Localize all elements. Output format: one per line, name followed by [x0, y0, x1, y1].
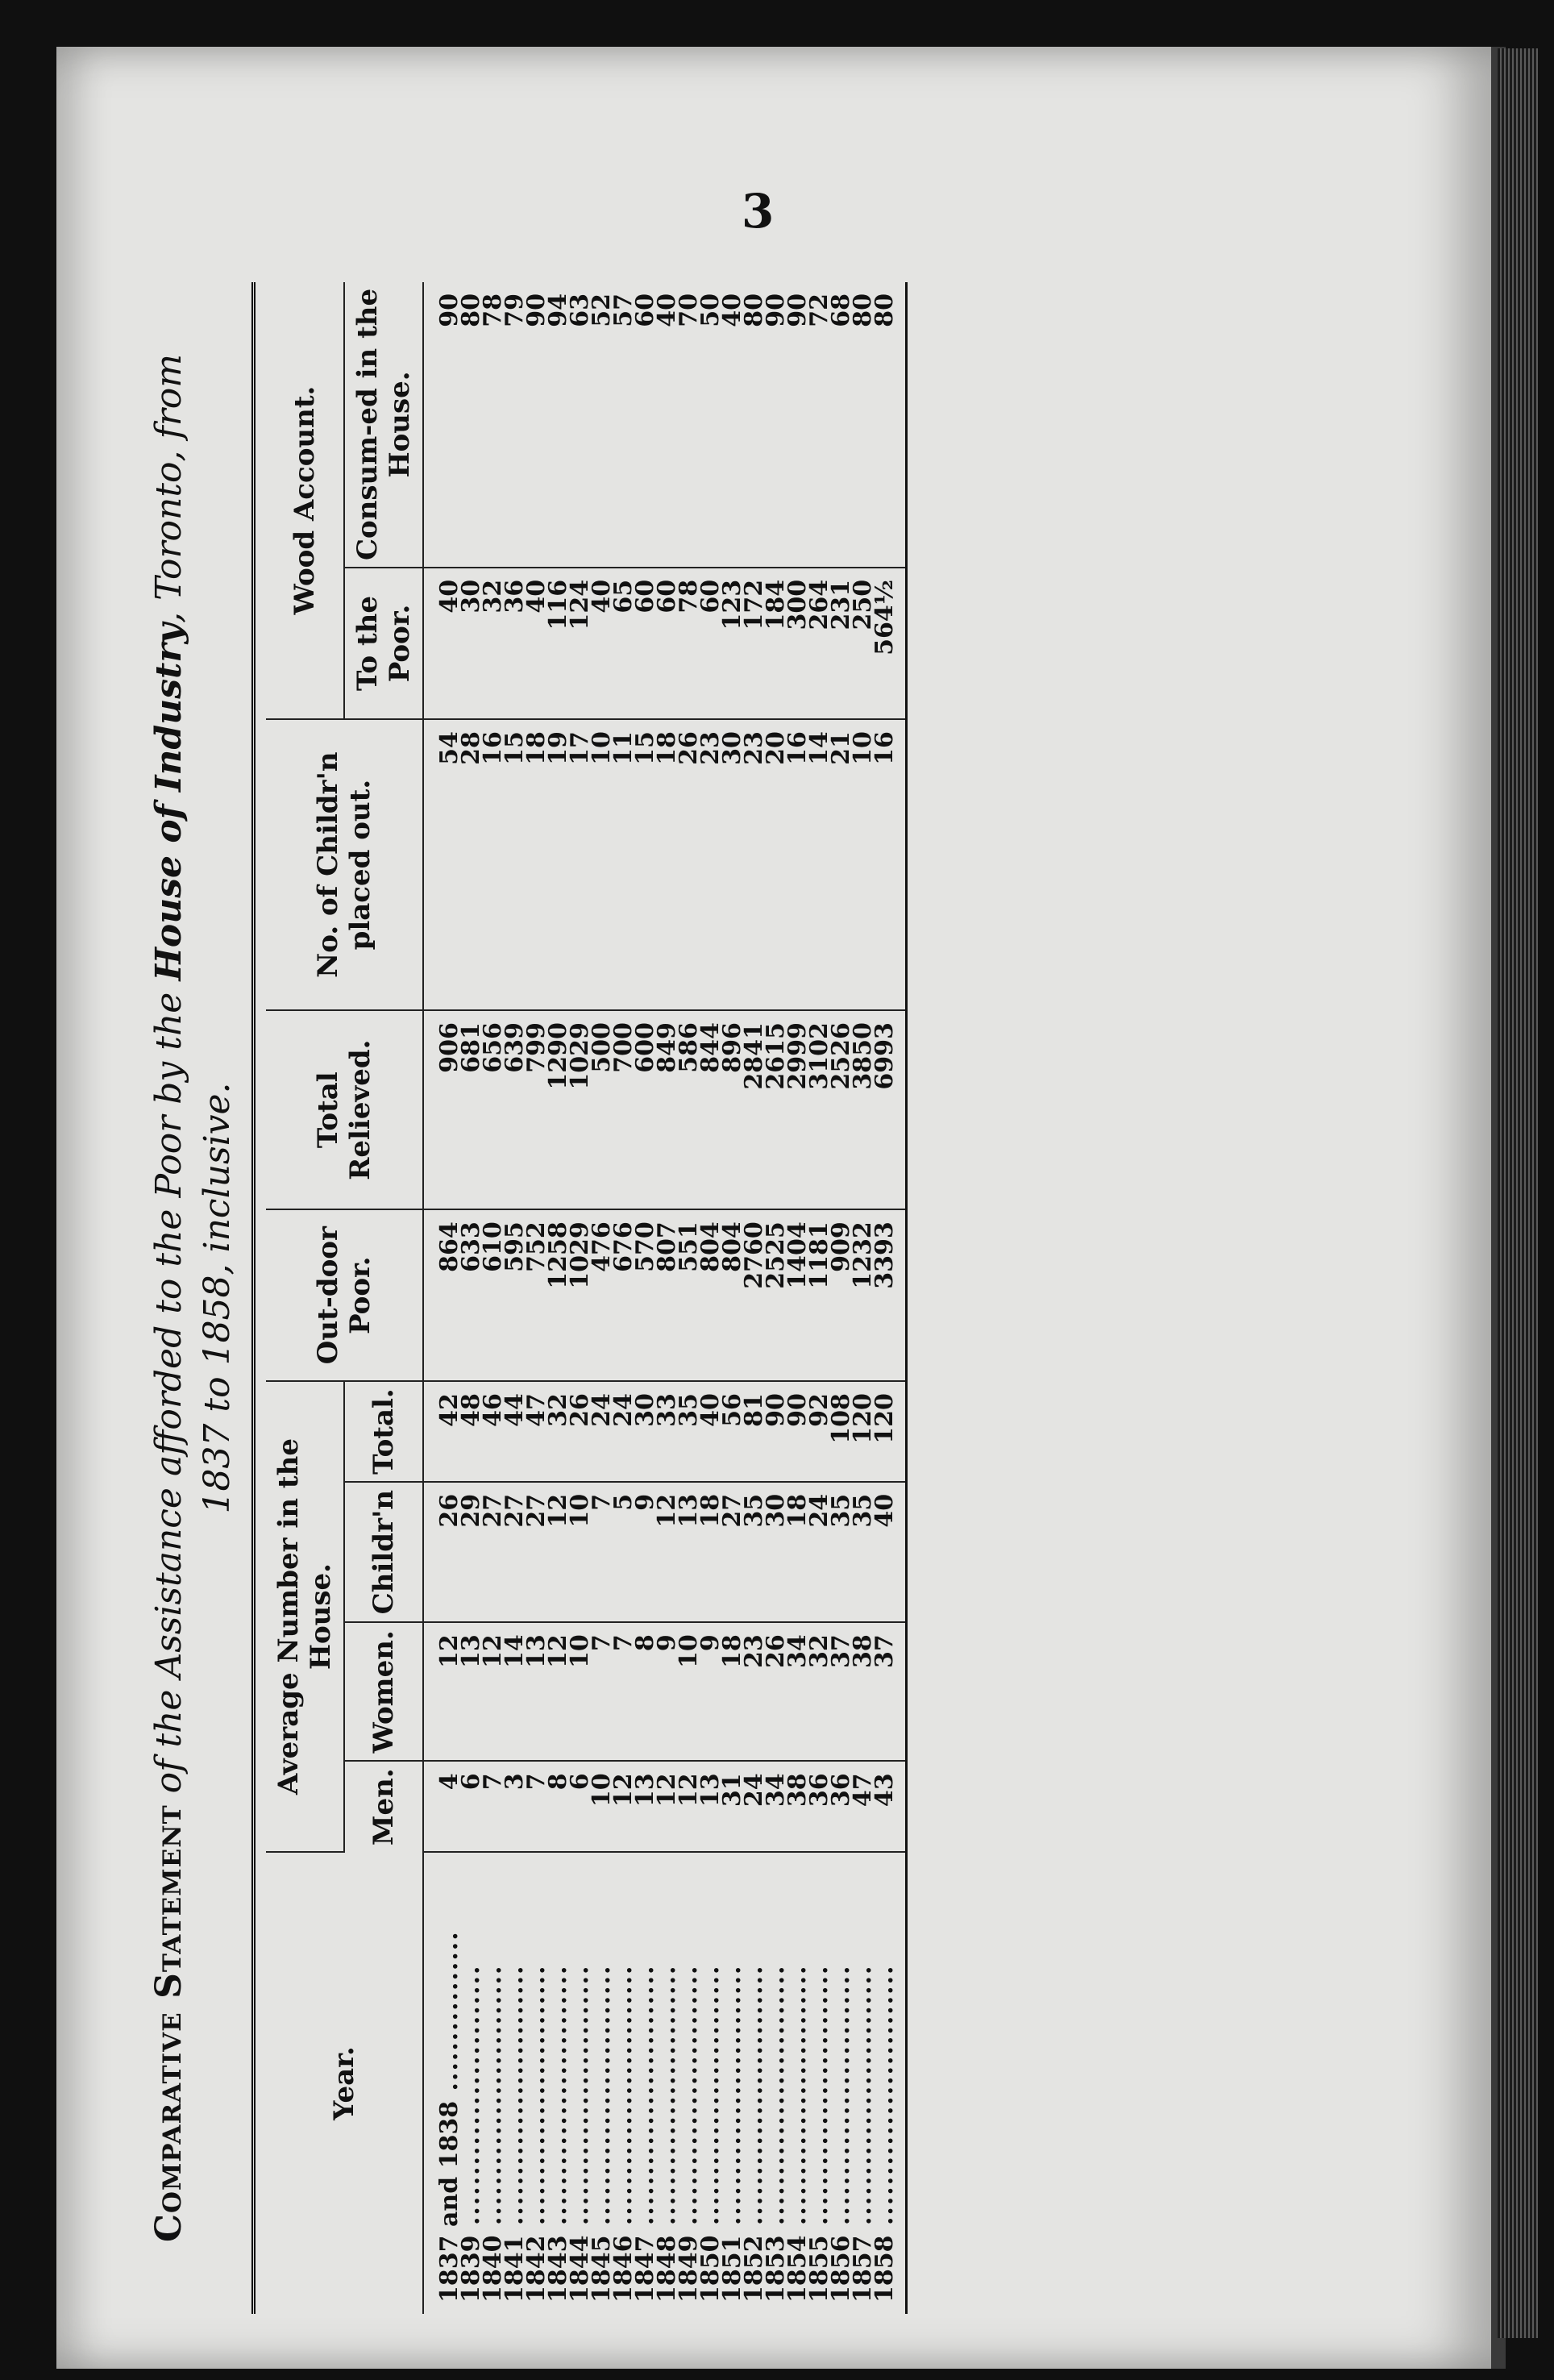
- relieved-cell: 849: [656, 1010, 678, 1209]
- poor-cell: 264: [808, 568, 830, 719]
- dot-leader: ..........................: [544, 1964, 572, 2236]
- book-edge: [1498, 48, 1538, 2338]
- women-cell: 32: [808, 1622, 830, 1761]
- poor-cell: 60: [634, 568, 656, 719]
- relieved-cell: 844: [700, 1010, 721, 1209]
- placed-cell: 17: [569, 719, 591, 1010]
- placed-cell: 18: [526, 719, 547, 1010]
- total-cell: 90: [765, 1381, 787, 1482]
- poor-cell: 60: [700, 568, 721, 719]
- dot-leader: ..........................: [479, 1964, 507, 2236]
- poor-cell: 124: [569, 568, 591, 719]
- women-cell: 7: [613, 1622, 634, 1761]
- year-value: 1856: [827, 2235, 855, 2303]
- men-cell: 4: [423, 1761, 460, 1852]
- poor-cell: 78: [678, 568, 700, 719]
- children-cell: 30: [765, 1482, 787, 1622]
- year-value: 1854: [783, 2235, 812, 2303]
- placed-cell: 16: [787, 719, 808, 1010]
- women-cell: 37: [830, 1622, 852, 1761]
- men-cell: 7: [482, 1761, 504, 1852]
- dot-leader: ................: [435, 1930, 463, 2101]
- consumed-cell: 78: [482, 282, 504, 568]
- year-value: 1844: [566, 2235, 594, 2303]
- total-cell: 30: [634, 1381, 656, 1482]
- outdoor-cell: 804: [721, 1209, 743, 1381]
- men-cell: 31: [721, 1761, 743, 1852]
- men-cell: 47: [852, 1761, 874, 1852]
- outdoor-cell: 551: [678, 1209, 700, 1381]
- relieved-cell: 2999: [787, 1010, 808, 1209]
- poor-cell: 300: [787, 568, 808, 719]
- year-value: 1855: [805, 2235, 833, 2303]
- total-cell: 24: [613, 1381, 634, 1482]
- placed-cell: 21: [830, 719, 852, 1010]
- relieved-cell: 639: [504, 1010, 526, 1209]
- placed-cell: 23: [743, 719, 765, 1010]
- rotated-table-block: [145, 282, 1306, 2314]
- children-cell: 10: [569, 1482, 591, 1622]
- relieved-cell: 600: [634, 1010, 656, 1209]
- year-value: 1842: [522, 2235, 551, 2303]
- dot-leader: ..........................: [588, 1964, 616, 2236]
- poor-cell: 40: [591, 568, 613, 719]
- header-wood-account: Wood Account.: [266, 282, 344, 719]
- men-cell: 24: [743, 1761, 765, 1852]
- poor-cell: 60: [656, 568, 678, 719]
- consumed-cell: 40: [656, 282, 678, 568]
- dot-leader: ..........................: [609, 1964, 638, 2236]
- consumed-cell: 40: [721, 282, 743, 568]
- women-cell: 14: [504, 1622, 526, 1761]
- consumed-cell: 70: [678, 282, 700, 568]
- men-cell: 36: [830, 1761, 852, 1852]
- total-cell: 120: [874, 1381, 907, 1482]
- women-cell: 10: [569, 1622, 591, 1761]
- dot-leader: ..........................: [718, 1964, 746, 2236]
- dot-leader: ..........................: [457, 1964, 485, 2236]
- outdoor-cell: 2760: [743, 1209, 765, 1381]
- relieved-cell: 3850: [852, 1010, 874, 1209]
- header-average-house: Average Number in the House.: [266, 1381, 344, 1852]
- poor-cell: 36: [504, 568, 526, 719]
- poor-cell: 184: [765, 568, 787, 719]
- children-cell: 27: [721, 1482, 743, 1622]
- women-cell: 23: [743, 1622, 765, 1761]
- women-cell: 9: [700, 1622, 721, 1761]
- title-institution: House of Industry: [148, 622, 189, 981]
- total-cell: 90: [787, 1381, 808, 1482]
- consumed-cell: 94: [547, 282, 569, 568]
- men-cell: 36: [808, 1761, 830, 1852]
- dot-leader: ..........................: [501, 1964, 529, 2236]
- poor-cell: 564½: [874, 568, 907, 719]
- men-cell: 34: [765, 1761, 787, 1852]
- year-value: 1858: [870, 2235, 899, 2303]
- year-value: 1843: [544, 2235, 572, 2303]
- outdoor-cell: 1258: [547, 1209, 569, 1381]
- women-cell: 34: [787, 1622, 808, 1761]
- placed-cell: 20: [765, 719, 787, 1010]
- women-cell: 18: [721, 1622, 743, 1761]
- statement-title: [145, 282, 242, 2314]
- table-body: [423, 282, 907, 2314]
- consumed-cell: 79: [504, 282, 526, 568]
- children-cell: 29: [460, 1482, 482, 1622]
- women-cell: 38: [852, 1622, 874, 1761]
- women-cell: 9: [656, 1622, 678, 1761]
- relieved-cell: 799: [526, 1010, 547, 1209]
- men-cell: 3: [504, 1761, 526, 1852]
- placed-cell: 15: [504, 719, 526, 1010]
- dot-leader: ..........................: [740, 1964, 768, 2236]
- total-cell: 81: [743, 1381, 765, 1482]
- table-row: [423, 282, 460, 2314]
- consumed-cell: 90: [423, 282, 460, 568]
- men-cell: 10: [591, 1761, 613, 1852]
- year-value: 1841: [501, 2235, 529, 2303]
- outdoor-cell: 1029: [569, 1209, 591, 1381]
- title-rule: [251, 282, 256, 2314]
- men-cell: 13: [634, 1761, 656, 1852]
- poor-cell: 65: [613, 568, 634, 719]
- total-cell: 92: [808, 1381, 830, 1482]
- placed-cell: 15: [634, 719, 656, 1010]
- header-to-the-poor: To the Poor.: [344, 568, 423, 719]
- total-cell: 40: [700, 1381, 721, 1482]
- relieved-cell: 1029: [569, 1010, 591, 1209]
- outdoor-cell: 864: [423, 1209, 460, 1381]
- outdoor-cell: 676: [613, 1209, 634, 1381]
- poor-cell: 40: [423, 568, 460, 719]
- consumed-cell: 80: [852, 282, 874, 568]
- year-value: 1850: [696, 2235, 725, 2303]
- total-cell: 26: [569, 1381, 591, 1482]
- women-cell: 10: [678, 1622, 700, 1761]
- total-cell: 33: [656, 1381, 678, 1482]
- poor-cell: 231: [830, 568, 852, 719]
- total-cell: 42: [423, 1381, 460, 1482]
- dot-leader: ..........................: [849, 1964, 877, 2236]
- consumed-cell: 90: [787, 282, 808, 568]
- year-value: 1845: [588, 2235, 616, 2303]
- women-cell: 7: [591, 1622, 613, 1761]
- children-cell: 12: [547, 1482, 569, 1622]
- children-cell: 7: [591, 1482, 613, 1622]
- relieved-cell: 500: [591, 1010, 613, 1209]
- poor-cell: 250: [852, 568, 874, 719]
- placed-cell: 19: [547, 719, 569, 1010]
- year-value: 1851: [718, 2235, 746, 2303]
- header-women: Women.: [344, 1622, 423, 1761]
- header-year: Year.: [266, 1852, 423, 2314]
- consumed-cell: 80: [460, 282, 482, 568]
- title-lead: Comparative Statement: [148, 1804, 189, 2243]
- children-cell: 24: [808, 1482, 830, 1622]
- outdoor-cell: 752: [526, 1209, 547, 1381]
- dot-leader: ..........................: [783, 1964, 812, 2236]
- relieved-cell: 1290: [547, 1010, 569, 1209]
- men-cell: 13: [700, 1761, 721, 1852]
- children-cell: 5: [613, 1482, 634, 1622]
- children-cell: 27: [526, 1482, 547, 1622]
- consumed-cell: 52: [591, 282, 613, 568]
- title-text-a: of the Assistance afforded to the Poor by the: [148, 980, 189, 1805]
- consumed-cell: 80: [743, 282, 765, 568]
- relieved-cell: 2615: [765, 1010, 787, 1209]
- men-cell: 12: [613, 1761, 634, 1852]
- consumed-cell: 57: [613, 282, 634, 568]
- placed-cell: 16: [482, 719, 504, 1010]
- children-cell: 12: [656, 1482, 678, 1622]
- poor-cell: 40: [526, 568, 547, 719]
- relieved-cell: 681: [460, 1010, 482, 1209]
- consumed-cell: 60: [634, 282, 656, 568]
- total-cell: 44: [504, 1381, 526, 1482]
- women-cell: 26: [765, 1622, 787, 1761]
- year-value: 1840: [479, 2235, 507, 2303]
- total-cell: 46: [482, 1381, 504, 1482]
- outdoor-cell: 3393: [874, 1209, 907, 1381]
- statistics-table-wrap: [266, 282, 908, 2314]
- placed-cell: 10: [591, 719, 613, 1010]
- dot-leader: ..........................: [762, 1964, 790, 2236]
- consumed-cell: 50: [700, 282, 721, 568]
- header-children: Childr'n: [344, 1482, 423, 1622]
- year-value: 1857: [849, 2235, 877, 2303]
- placed-cell: 28: [460, 719, 482, 1010]
- children-cell: 13: [678, 1482, 700, 1622]
- outdoor-cell: 476: [591, 1209, 613, 1381]
- table-row: [874, 282, 907, 2314]
- placed-cell: 23: [700, 719, 721, 1010]
- women-cell: 12: [482, 1622, 504, 1761]
- statistics-table: [266, 282, 908, 2314]
- total-cell: 120: [852, 1381, 874, 1482]
- placed-cell: 16: [874, 719, 907, 1010]
- children-cell: 9: [634, 1482, 656, 1622]
- outdoor-cell: 1404: [787, 1209, 808, 1381]
- header-outdoor: Out-door Poor.: [266, 1209, 423, 1381]
- poor-cell: 116: [547, 568, 569, 719]
- outdoor-cell: 570: [634, 1209, 656, 1381]
- men-cell: 6: [460, 1761, 482, 1852]
- relieved-cell: 6993: [874, 1010, 907, 1209]
- dot-leader: ..........................: [675, 1964, 703, 2236]
- total-cell: 35: [678, 1381, 700, 1482]
- year-value: 1852: [740, 2235, 768, 2303]
- header-men: Men.: [344, 1761, 423, 1852]
- header-total: Total.: [344, 1381, 423, 1482]
- outdoor-cell: 2525: [765, 1209, 787, 1381]
- year-cell: [870, 1852, 907, 2314]
- year-value: 1837 and 1838: [435, 2100, 463, 2303]
- placed-cell: 10: [852, 719, 874, 1010]
- men-cell: 12: [656, 1761, 678, 1852]
- children-cell: 35: [830, 1482, 852, 1622]
- consumed-cell: 90: [765, 282, 787, 568]
- placed-cell: 54: [423, 719, 460, 1010]
- poor-cell: 30: [460, 568, 482, 719]
- total-cell: 48: [460, 1381, 482, 1482]
- relieved-cell: 896: [721, 1010, 743, 1209]
- children-cell: 40: [874, 1482, 907, 1622]
- year-value: 1839: [457, 2235, 485, 2303]
- year-value: 1848: [653, 2235, 681, 2303]
- dot-leader: ..........................: [522, 1964, 551, 2236]
- outdoor-cell: 595: [504, 1209, 526, 1381]
- title-text-b: , Toronto, from: [148, 353, 189, 623]
- placed-cell: 14: [808, 719, 830, 1010]
- dot-leader: ..........................: [696, 1964, 725, 2236]
- women-cell: 12: [547, 1622, 569, 1761]
- placed-cell: 26: [678, 719, 700, 1010]
- poor-cell: 123: [721, 568, 743, 719]
- year-value: 1849: [675, 2235, 703, 2303]
- year-value: 1847: [631, 2235, 659, 2303]
- year-value: 1846: [609, 2235, 638, 2303]
- total-cell: 24: [591, 1381, 613, 1482]
- outdoor-cell: 909: [830, 1209, 852, 1381]
- placed-cell: 30: [721, 719, 743, 1010]
- outdoor-cell: 633: [460, 1209, 482, 1381]
- men-cell: 7: [526, 1761, 547, 1852]
- children-cell: 35: [743, 1482, 765, 1622]
- consumed-cell: 80: [874, 282, 907, 568]
- total-cell: 56: [721, 1381, 743, 1482]
- title-second-line: 1837 to 1858, inclusive.: [197, 1082, 238, 1514]
- outdoor-cell: 610: [482, 1209, 504, 1381]
- women-cell: 12: [423, 1622, 460, 1761]
- men-cell: 12: [678, 1761, 700, 1852]
- relieved-cell: 586: [678, 1010, 700, 1209]
- poor-cell: 32: [482, 568, 504, 719]
- children-cell: 26: [423, 1482, 460, 1622]
- dot-leader: ..........................: [653, 1964, 681, 2236]
- total-cell: 108: [830, 1381, 852, 1482]
- page-number: 3: [742, 184, 776, 239]
- poor-cell: 172: [743, 568, 765, 719]
- outdoor-cell: 804: [700, 1209, 721, 1381]
- header-consumed: Consum-ed in the House.: [344, 282, 423, 568]
- women-cell: 8: [634, 1622, 656, 1761]
- placed-cell: 18: [656, 719, 678, 1010]
- women-cell: 37: [874, 1622, 907, 1761]
- dot-leader: ..........................: [870, 1964, 899, 2236]
- children-cell: 27: [482, 1482, 504, 1622]
- placed-cell: 11: [613, 719, 634, 1010]
- children-cell: 35: [852, 1482, 874, 1622]
- dot-leader: ..........................: [566, 1964, 594, 2236]
- dot-leader: ..........................: [827, 1964, 855, 2236]
- children-cell: 18: [700, 1482, 721, 1622]
- outdoor-cell: 1181: [808, 1209, 830, 1381]
- relieved-cell: 700: [613, 1010, 634, 1209]
- relieved-cell: 2841: [743, 1010, 765, 1209]
- men-cell: 43: [874, 1761, 907, 1852]
- men-cell: 8: [547, 1761, 569, 1852]
- header-children-placed: No. of Childr'n placed out.: [266, 719, 423, 1010]
- outdoor-cell: 1232: [852, 1209, 874, 1381]
- dot-leader: ..........................: [805, 1964, 833, 2236]
- year-cell: [423, 1852, 463, 2314]
- relieved-cell: 656: [482, 1010, 504, 1209]
- header-total-relieved: Total Relieved.: [266, 1010, 423, 1209]
- men-cell: 38: [787, 1761, 808, 1852]
- women-cell: 13: [460, 1622, 482, 1761]
- men-cell: 6: [569, 1761, 591, 1852]
- year-value: 1853: [762, 2235, 790, 2303]
- consumed-cell: 63: [569, 282, 591, 568]
- total-cell: 47: [526, 1381, 547, 1482]
- total-cell: 32: [547, 1381, 569, 1482]
- children-cell: 18: [787, 1482, 808, 1622]
- children-cell: 27: [504, 1482, 526, 1622]
- consumed-cell: 90: [526, 282, 547, 568]
- dot-leader: ..........................: [631, 1964, 659, 2236]
- relieved-cell: 2526: [830, 1010, 852, 1209]
- outdoor-cell: 807: [656, 1209, 678, 1381]
- consumed-cell: 68: [830, 282, 852, 568]
- women-cell: 13: [526, 1622, 547, 1761]
- relieved-cell: 906: [423, 1010, 460, 1209]
- consumed-cell: 72: [808, 282, 830, 568]
- relieved-cell: 3102: [808, 1010, 830, 1209]
